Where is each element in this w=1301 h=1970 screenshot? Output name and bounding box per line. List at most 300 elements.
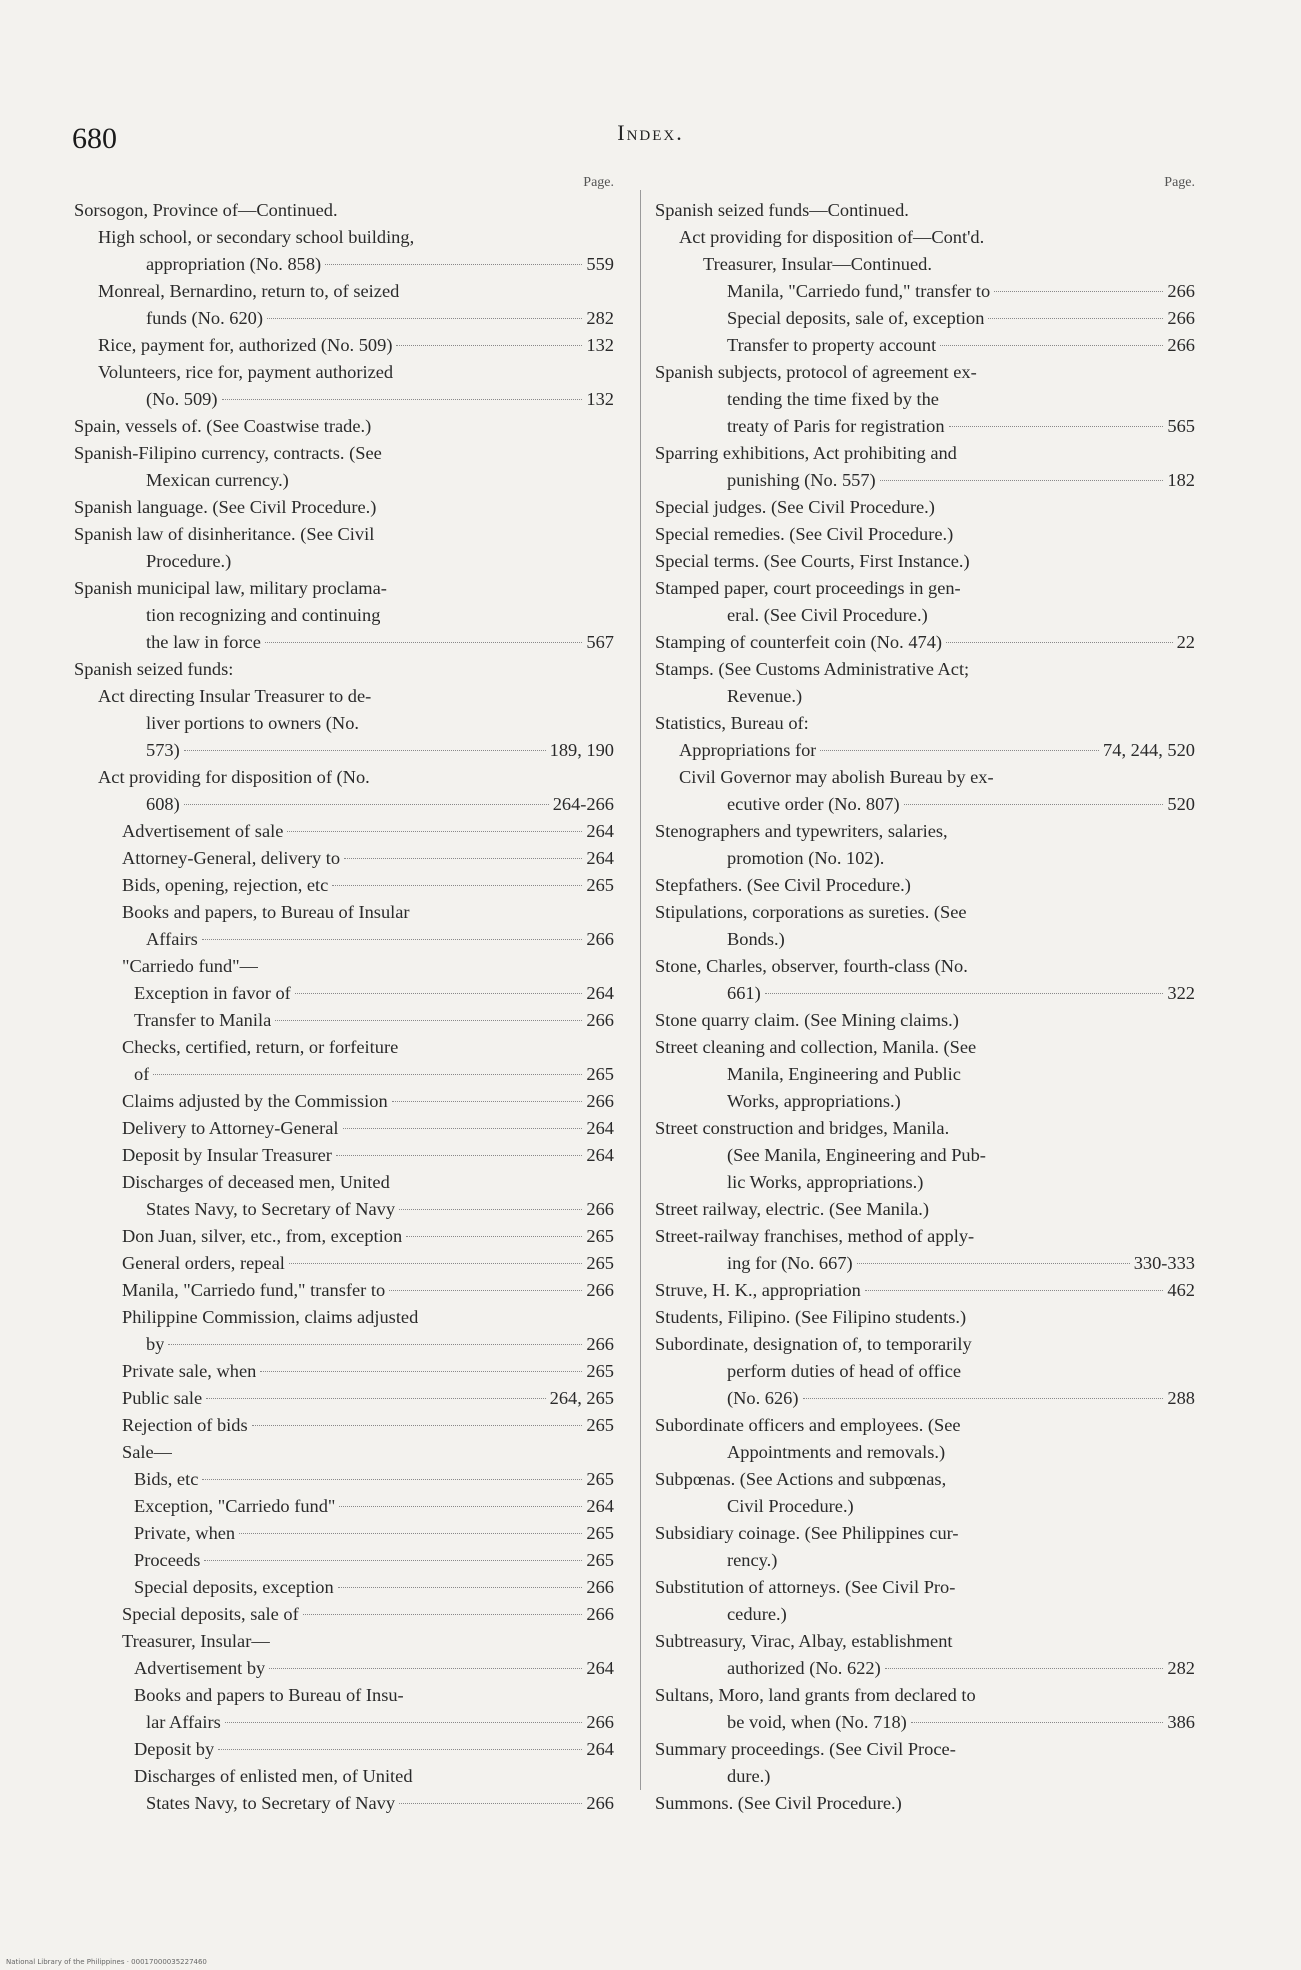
- index-entry: [655, 1385, 1195, 1412]
- index-entry-pages: 266: [586, 1712, 614, 1732]
- index-entry-text: Sale—: [122, 1442, 173, 1462]
- leader-dots: [880, 480, 1164, 481]
- index-entry: [74, 602, 614, 629]
- index-entry-text: Spanish subjects, protocol of agreement ex-: [655, 362, 977, 382]
- index-entry-pages: 265: [586, 1361, 614, 1381]
- leader-dots: [857, 1263, 1130, 1264]
- index-entry-text: the law in force: [146, 632, 261, 652]
- index-entry-text: Act providing for disposition of—Cont'd.: [679, 227, 985, 247]
- index-entry: [655, 1736, 1195, 1763]
- index-entry: [655, 1493, 1195, 1520]
- index-entry: [655, 521, 1195, 548]
- index-entry-text: Stamps. (See Customs Administrative Act;: [655, 659, 970, 679]
- leader-dots: [803, 1398, 1164, 1399]
- index-entry-text: Sorsogon, Province of—Continued.: [74, 200, 338, 220]
- index-entry: [74, 1169, 614, 1196]
- index-entry-pages: 386: [1167, 1712, 1195, 1732]
- index-entry-text: Exception in favor of: [134, 983, 291, 1003]
- index-entry-pages: 22: [1176, 632, 1195, 652]
- page-number: 680: [72, 122, 117, 155]
- index-entry-text: Monreal, Bernardino, return to, of seized: [98, 281, 400, 301]
- index-entry: [655, 1790, 1195, 1817]
- index-entry: [74, 791, 614, 818]
- index-entry-text: Stone quarry claim. (See Mining claims.): [655, 1010, 959, 1030]
- index-entry: [655, 1088, 1195, 1115]
- index-entry-pages: 520: [1167, 794, 1195, 814]
- index-entry: [74, 899, 614, 926]
- index-entry-text: Stenographers and typewriters, salaries,: [655, 821, 948, 841]
- index-entry: [655, 1142, 1195, 1169]
- index-entry: [74, 1007, 614, 1034]
- index-entry-pages: 266: [1167, 281, 1195, 301]
- page-column-header: Page.: [1164, 175, 1195, 190]
- index-entry-text: dure.): [727, 1766, 771, 1786]
- index-entry-text: Attorney-General, delivery to: [122, 848, 341, 868]
- index-entry: [655, 197, 1195, 224]
- index-entry: [655, 548, 1195, 575]
- index-entry-text: Deposit by Insular Treasurer: [122, 1145, 332, 1165]
- index-entry-text: Special deposits, sale of, exception: [727, 308, 985, 328]
- index-entry: [655, 1412, 1195, 1439]
- index-entry-text: Rejection of bids: [122, 1415, 248, 1435]
- index-entry: [74, 1358, 614, 1385]
- index-column-right: [655, 175, 1195, 1817]
- index-entry-text: Checks, certified, return, or forfeiture: [122, 1037, 399, 1057]
- index-entry-text: Bids, etc: [134, 1469, 199, 1489]
- leader-dots: [206, 1398, 545, 1399]
- index-entry-text: Special judges. (See Civil Procedure.): [655, 497, 935, 517]
- index-entry-text: Revenue.): [727, 686, 803, 706]
- index-entry-text: punishing (No. 557): [727, 470, 876, 490]
- index-entry: [655, 305, 1195, 332]
- index-entry-text: Spanish seized funds:: [74, 659, 234, 679]
- index-entry-pages: 266: [586, 1604, 614, 1624]
- index-entry-pages: 132: [586, 335, 614, 355]
- index-entry: [74, 548, 614, 575]
- index-entry: [74, 1142, 614, 1169]
- index-entry-text: Spanish language. (See Civil Procedure.): [74, 497, 377, 517]
- index-entry-pages: 266: [586, 1280, 614, 1300]
- index-entry: [74, 683, 614, 710]
- leader-dots: [218, 1749, 582, 1750]
- index-entry: [655, 386, 1195, 413]
- index-entry: [74, 197, 614, 224]
- index-entry-text: Claims adjusted by the Commission: [122, 1091, 388, 1111]
- index-entry-text: Spanish-Filipino currency, contracts. (See: [74, 443, 382, 463]
- index-entry-text: Street-railway franchises, method of apply-: [655, 1226, 975, 1246]
- index-entry: [655, 1304, 1195, 1331]
- index-entry: [655, 1439, 1195, 1466]
- index-entry-text: Spanish municipal law, military proclama-: [74, 578, 387, 598]
- index-entry: [655, 1358, 1195, 1385]
- index-entry-text: Mexican currency.): [146, 470, 289, 490]
- index-entry-pages: 182: [1167, 470, 1195, 490]
- leader-dots: [988, 318, 1163, 319]
- leader-dots: [303, 1614, 583, 1615]
- index-entry: [74, 413, 614, 440]
- index-entry: [655, 1520, 1195, 1547]
- index-entry-text: Special remedies. (See Civil Procedure.): [655, 524, 954, 544]
- index-entry-text: eral. (See Civil Procedure.): [727, 605, 928, 625]
- index-entry: [74, 764, 614, 791]
- index-entry: [655, 1601, 1195, 1628]
- index-entry: [74, 710, 614, 737]
- index-entry-text: Books and papers to Bureau of Insu-: [134, 1685, 404, 1705]
- index-entry: [74, 1520, 614, 1547]
- index-entry-text: Don Juan, silver, etc., from, exception: [122, 1226, 403, 1246]
- index-entry-text: Statistics, Bureau of:: [655, 713, 809, 733]
- leader-dots: [325, 264, 582, 265]
- index-entry-text: Manila, Engineering and Public: [727, 1064, 961, 1084]
- leader-dots: [765, 993, 1164, 994]
- index-entry: [655, 332, 1195, 359]
- index-entry-text: Stamping of counterfeit coin (No. 474): [655, 632, 943, 652]
- index-entry-text: Sparring exhibitions, Act prohibiting and: [655, 443, 957, 463]
- index-entry: [74, 359, 614, 386]
- index-entry-text: liver portions to owners (No.: [146, 713, 359, 733]
- index-entry-pages: 265: [586, 1550, 614, 1570]
- index-entry: [655, 467, 1195, 494]
- leader-dots: [344, 858, 582, 859]
- leader-dots: [865, 1290, 1164, 1291]
- index-entry-text: lar Affairs: [146, 1712, 221, 1732]
- index-entry-pages: 265: [586, 875, 614, 895]
- index-entry: [655, 602, 1195, 629]
- index-entry: [655, 1655, 1195, 1682]
- index-entry: [74, 440, 614, 467]
- index-entry-text: appropriation (No. 858): [146, 254, 322, 274]
- index-entry-text: of: [134, 1064, 150, 1084]
- index-entry-text: Subtreasury, Virac, Albay, establishment: [655, 1631, 953, 1651]
- index-entry: [655, 1547, 1195, 1574]
- index-entry-pages: 266: [586, 1010, 614, 1030]
- leader-dots: [389, 1290, 582, 1291]
- index-entry: [655, 737, 1195, 764]
- index-entry-text: Act directing Insular Treasurer to de-: [98, 686, 372, 706]
- leader-dots: [204, 1560, 582, 1561]
- index-entry: [74, 386, 614, 413]
- index-entry: [74, 1709, 614, 1736]
- index-entry-text: Special deposits, sale of: [122, 1604, 299, 1624]
- index-entry-text: Rice, payment for, authorized (No. 509): [98, 335, 393, 355]
- index-entry-text: States Navy, to Secretary of Navy: [146, 1793, 396, 1813]
- index-entry-text: authorized (No. 622): [727, 1658, 881, 1678]
- index-entry: [655, 1061, 1195, 1088]
- index-entry-text: tending the time fixed by the: [727, 389, 939, 409]
- leader-dots: [184, 804, 549, 805]
- leader-dots: [911, 1722, 1164, 1723]
- index-entry-pages: 266: [1167, 308, 1195, 328]
- index-entry-text: Spain, vessels of. (See Coastwise trade.): [74, 416, 372, 436]
- index-entry: [655, 845, 1195, 872]
- index-entry-text: funds (No. 620): [146, 308, 263, 328]
- index-entry: [655, 575, 1195, 602]
- leader-dots: [168, 1344, 582, 1345]
- index-entry: [655, 1115, 1195, 1142]
- index-entry-text: perform duties of head of office: [727, 1361, 962, 1381]
- index-entry-text: Summons. (See Civil Procedure.): [655, 1793, 902, 1813]
- index-entry: [655, 1682, 1195, 1709]
- index-entry-text: Special deposits, exception: [134, 1577, 334, 1597]
- index-entry-text: Substitution of attorneys. (See Civil Pro-: [655, 1577, 956, 1597]
- index-entry: [74, 737, 614, 764]
- leader-dots: [287, 831, 582, 832]
- index-entry-pages: 266: [586, 1334, 614, 1354]
- footer-note: National Library of the Philippines · 00017000035227460: [6, 1958, 207, 1966]
- index-entry-text: Proceeds: [134, 1550, 201, 1570]
- index-entry: [655, 656, 1195, 683]
- index-entry-text: ing for (No. 667): [727, 1253, 853, 1273]
- index-entry-text: Treasurer, Insular—: [122, 1631, 270, 1651]
- index-entry: [74, 1574, 614, 1601]
- index-entry: [74, 332, 614, 359]
- index-entry: [655, 1331, 1195, 1358]
- index-entry: [74, 521, 614, 548]
- index-entry-text: Advertisement by: [134, 1658, 266, 1678]
- index-entry: [655, 791, 1195, 818]
- index-entry: [74, 656, 614, 683]
- index-entry: [655, 1574, 1195, 1601]
- index-entry-text: Subordinate, designation of, to temporarily: [655, 1334, 972, 1354]
- index-entry: [74, 1304, 614, 1331]
- index-entry: [74, 1088, 614, 1115]
- index-entry-text: Students, Filipino. (See Filipino students.): [655, 1307, 967, 1327]
- leader-dots: [252, 1425, 583, 1426]
- index-entry-text: Street construction and bridges, Manila.: [655, 1118, 950, 1138]
- index-entry: [655, 1169, 1195, 1196]
- index-entry-text: Deposit by: [134, 1739, 215, 1759]
- index-entry-text: (See Manila, Engineering and Pub-: [727, 1145, 986, 1165]
- index-entry: [74, 467, 614, 494]
- index-entry: [655, 1709, 1195, 1736]
- index-entry-text: "Carriedo fund"—: [122, 956, 259, 976]
- leader-dots: [332, 885, 582, 886]
- index-entry-pages: 265: [586, 1253, 614, 1273]
- index-entry: [655, 818, 1195, 845]
- index-entry: [655, 278, 1195, 305]
- index-entry: [655, 872, 1195, 899]
- index-entry: [74, 1250, 614, 1277]
- index-entry-pages: 330-333: [1133, 1253, 1195, 1273]
- index-entry: [74, 1115, 614, 1142]
- index-entry: [74, 1223, 614, 1250]
- leader-dots: [153, 1074, 582, 1075]
- index-entry: [74, 953, 614, 980]
- index-entry: [74, 1547, 614, 1574]
- index-entry: [655, 629, 1195, 656]
- leader-dots: [994, 291, 1163, 292]
- leader-dots: [267, 318, 582, 319]
- index-entry: [74, 980, 614, 1007]
- index-entry-pages: 264: [586, 821, 614, 841]
- index-entry: [74, 1628, 614, 1655]
- index-entry-text: Transfer to Manila: [134, 1010, 272, 1030]
- index-entry-text: Civil Procedure.): [727, 1496, 854, 1516]
- leader-dots: [343, 1128, 583, 1129]
- index-entry-text: Volunteers, rice for, payment authorized: [98, 362, 394, 382]
- leader-dots: [269, 1668, 582, 1669]
- index-entry: [655, 899, 1195, 926]
- index-entry: [655, 926, 1195, 953]
- index-entry-text: Procedure.): [146, 551, 232, 571]
- index-entry-text: Struve, H. K., appropriation: [655, 1280, 861, 1300]
- index-entry-pages: 264: [586, 1739, 614, 1759]
- index-entry-text: Special terms. (See Courts, First Instance.): [655, 551, 970, 571]
- index-entry-pages: 288: [1167, 1388, 1195, 1408]
- index-entry-text: High school, or secondary school building,: [98, 227, 415, 247]
- index-entry-text: Private, when: [134, 1523, 236, 1543]
- index-entry-text: treaty of Paris for registration: [727, 416, 945, 436]
- index-entry-pages: 264: [586, 1658, 614, 1678]
- index-entry-text: Exception, "Carriedo fund": [134, 1496, 336, 1516]
- index-entry-text: (No. 509): [146, 389, 218, 409]
- index-entry-text: be void, when (No. 718): [727, 1712, 907, 1732]
- index-entry: [74, 224, 614, 251]
- index-entry-text: Sultans, Moro, land grants from declared to: [655, 1685, 976, 1705]
- index-entry: [655, 1196, 1195, 1223]
- index-entry: [74, 1385, 614, 1412]
- index-entry-pages: 266: [586, 1199, 614, 1219]
- index-entry-text: Transfer to property account: [727, 335, 937, 355]
- index-entry: [74, 1655, 614, 1682]
- index-entry-text: Bids, opening, rejection, etc: [122, 875, 329, 895]
- index-entry: [655, 224, 1195, 251]
- index-entry: [74, 1439, 614, 1466]
- index-entry: [74, 629, 614, 656]
- index-entry: [74, 1196, 614, 1223]
- leader-dots: [399, 1803, 582, 1804]
- index-entry-text: tion recognizing and continuing: [146, 605, 381, 625]
- index-entry-text: Books and papers, to Bureau of Insular: [122, 902, 410, 922]
- leader-dots: [295, 993, 583, 994]
- index-entry-text: 608): [146, 794, 180, 814]
- index-entry: [74, 1493, 614, 1520]
- index-entry-text: Appropriations for: [679, 740, 817, 760]
- index-entry-text: Street cleaning and collection, Manila. (See: [655, 1037, 977, 1057]
- index-entry: [74, 872, 614, 899]
- leader-dots: [396, 345, 582, 346]
- index-entry: [655, 359, 1195, 386]
- index-entry: [74, 1763, 614, 1790]
- index-entry: [655, 1034, 1195, 1061]
- index-entry-pages: 74, 244, 520: [1103, 740, 1195, 760]
- index-entry: [655, 683, 1195, 710]
- index-entry-text: Subpœnas. (See Actions and subpœnas,: [655, 1469, 947, 1489]
- index-entry: [74, 1790, 614, 1817]
- index-entry: [74, 1682, 614, 1709]
- leader-dots: [222, 399, 583, 400]
- index-entry-text: Discharges of enlisted men, of United: [134, 1766, 413, 1786]
- index-entry-pages: 266: [1167, 335, 1195, 355]
- index-entry-text: Private sale, when: [122, 1361, 257, 1381]
- leader-dots: [392, 1101, 583, 1102]
- index-entry-pages: 264: [586, 983, 614, 1003]
- index-entry: [655, 1250, 1195, 1277]
- index-entry-pages: 266: [586, 1091, 614, 1111]
- running-head: Index.: [617, 120, 684, 145]
- leader-dots: [946, 642, 1173, 643]
- index-entry-text: lic Works, appropriations.): [727, 1172, 924, 1192]
- index-entry-text: Advertisement of sale: [122, 821, 284, 841]
- index-entry: [74, 845, 614, 872]
- leader-dots: [225, 1722, 583, 1723]
- index-entry-pages: 264, 265: [549, 1388, 614, 1408]
- index-entry-text: Manila, "Carriedo fund," transfer to: [727, 281, 991, 301]
- index-entry: [74, 1736, 614, 1763]
- index-entry: [74, 305, 614, 332]
- index-column-left: [74, 175, 614, 1817]
- index-entry: [655, 1466, 1195, 1493]
- index-entry-text: cedure.): [727, 1604, 787, 1624]
- index-entry-text: promotion (No. 102).: [727, 848, 885, 868]
- index-entry-pages: 264: [586, 1118, 614, 1138]
- leader-dots: [336, 1155, 582, 1156]
- index-entry-text: Stamped paper, court proceedings in gen-: [655, 578, 961, 598]
- index-entry: [74, 818, 614, 845]
- index-entry: [655, 953, 1195, 980]
- index-entry-pages: 282: [1167, 1658, 1195, 1678]
- leader-dots: [406, 1236, 582, 1237]
- index-entry-pages: 265: [586, 1469, 614, 1489]
- index-entry: [74, 278, 614, 305]
- index-entry-pages: 462: [1167, 1280, 1195, 1300]
- index-entry-text: Philippine Commission, claims adjusted: [122, 1307, 419, 1327]
- index-entry-text: Works, appropriations.): [727, 1091, 901, 1111]
- index-entry-text: Bonds.): [727, 929, 785, 949]
- index-entry-text: Spanish seized funds—Continued.: [655, 200, 909, 220]
- index-entry-pages: 559: [586, 254, 614, 274]
- index-entry: [74, 1277, 614, 1304]
- index-entry-pages: 265: [586, 1523, 614, 1543]
- index-entry: [655, 1763, 1195, 1790]
- index-entry-text: Subordinate officers and employees. (See: [655, 1415, 961, 1435]
- index-entry-text: 661): [727, 983, 761, 1003]
- index-entry-text: States Navy, to Secretary of Navy: [146, 1199, 396, 1219]
- index-entry-pages: 132: [586, 389, 614, 409]
- index-entry: [655, 980, 1195, 1007]
- index-entry-text: Subsidiary coinage. (See Philippines cur-: [655, 1523, 959, 1543]
- index-entry-text: Spanish law of disinheritance. (See Civil: [74, 524, 375, 544]
- index-entry-text: Stepfathers. (See Civil Procedure.): [655, 875, 911, 895]
- index-entry-pages: 264: [586, 848, 614, 868]
- leader-dots: [265, 642, 583, 643]
- index-entry-pages: 266: [586, 1793, 614, 1813]
- leader-dots: [338, 1587, 583, 1588]
- index-entry-text: by: [146, 1334, 165, 1354]
- index-entry: [655, 1007, 1195, 1034]
- index-entry: [655, 1223, 1195, 1250]
- leader-dots: [949, 426, 1164, 427]
- leader-dots: [202, 939, 583, 940]
- column-rule: [640, 190, 641, 1790]
- index-entry-text: 573): [146, 740, 180, 760]
- index-entry-text: (No. 626): [727, 1388, 799, 1408]
- index-entry-text: Delivery to Attorney-General: [122, 1118, 339, 1138]
- index-entry: [74, 1601, 614, 1628]
- index-entry: [74, 1034, 614, 1061]
- index-entry: [74, 1061, 614, 1088]
- index-entry-text: ecutive order (No. 807): [727, 794, 900, 814]
- index-entry-text: Treasurer, Insular—Continued.: [703, 254, 932, 274]
- leader-dots: [260, 1371, 582, 1372]
- leader-dots: [289, 1263, 583, 1264]
- page-column-header: Page.: [583, 175, 614, 190]
- index-entry-pages: 266: [586, 929, 614, 949]
- leader-dots: [239, 1533, 582, 1534]
- index-entry: [74, 926, 614, 953]
- index-entry: [655, 440, 1195, 467]
- index-entry: [74, 1466, 614, 1493]
